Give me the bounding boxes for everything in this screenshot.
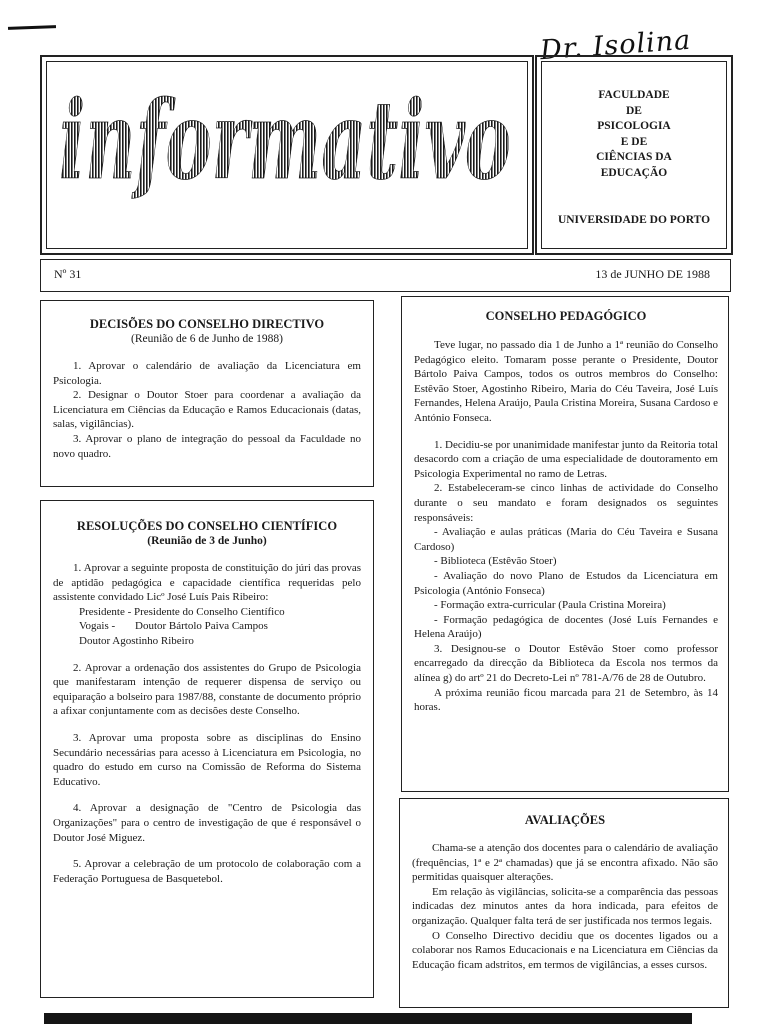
scan-bottom-edge (44, 1013, 692, 1024)
jury-vogal-2: Doutor Agostinho Ribeiro (79, 634, 194, 647)
jury-vogais-row (53, 619, 361, 634)
cientifico-item-4: 4. Aprovar a designação de "Centro de Psicologia das Organizações" para o centro de investigação de que é responsável o Doutor José Miguez. (53, 802, 361, 844)
pedagogico-section (401, 296, 729, 792)
cientifico-title: RESOLUÇÕES DO CONSELHO CIENTÍFICO (76, 519, 338, 533)
avaliacoes-para-3: O Conselho Directivo decidiu que os docentes ligados ou a colaborar nos Ramos Educacionais e na Licenciatura em Ciências da Educação ficam adstritos, em termos de vigilâncias, a esses cursos. (412, 929, 718, 971)
cientifico-section (40, 500, 374, 998)
informativo-logo (47, 62, 527, 248)
pedagogico-item-2: 2. Estabeleceram-se cinco linhas de actividade do Conselho durante o seu mandato e foram designados os seguintes responsáveis: (414, 482, 718, 524)
avaliacoes-title: AVALIAÇÕES (524, 813, 606, 827)
pedagogico-next-meeting: A próxima reunião ficou marcada para 21 de Setembro, às 14 horas. (414, 686, 718, 714)
cientifico-item-1: 1. Aprovar a seguinte proposta de constituição do júri das provas de aptidão pedagógica e capacidade científica requeridas pelo assistente convidado Licº José Luís Pais Ribeiro: (53, 562, 361, 604)
pedagogico-line: - Formação extra-curricular (Paula Cristina Moreira) (434, 599, 666, 612)
masthead (40, 55, 534, 255)
directivo-title: DECISÕES DO CONSELHO DIRECTIVO (89, 317, 325, 331)
cientifico-item-2: 2. Aprovar a ordenação dos assistentes do Grupo de Psicologia que manifestaram intenção de requerer dispensa de serviço ou equiparação a bolseiro para 1987/88, constante de documento próprio a afixar conjuntamente com as decisões deste Conselho. (53, 661, 361, 718)
issue-date: 13 de JUNHO DE 1988 (595, 267, 710, 281)
directivo-subtitle: (Reunião de 6 de Junho de 1988) (130, 333, 284, 345)
directivo-section (40, 300, 374, 487)
pedagogico-item-1: 1. Decidiu-se por unanimidade manifestar junto da Reitoria total desacordo com a criação de uma especialidade de doutoramento em Psicologia Experimental no ramo de Letras. (414, 438, 718, 480)
directivo-item-2: 2. Designar o Doutor Stoer para coordenar a avaliação da Licenciatura em Ciências da Educação e Ramos Educacionais (datas, salas, vigilâncias). (53, 389, 361, 431)
faculty-inner-frame (541, 61, 727, 249)
masthead-inner-frame (46, 61, 528, 249)
issue-number: Nº 31 (54, 267, 82, 281)
logo-wordmark: informativo (59, 78, 511, 204)
scan-mark (8, 25, 56, 30)
cientifico-subtitle: (Reunião de 3 de Junho) (147, 535, 267, 547)
avaliacoes-para-1: Chama-se a atenção dos docentes para o calendário de avaliação (frequências, 1ª e 2ª chamadas) que já se encontra afixado. Não são permitidas quaisquer alterações. (412, 842, 718, 884)
cientifico-item-5: 5. Aprovar a celebração de um protocolo de colaboração com a Federação Portuguesa de Basquetebol. (53, 858, 361, 885)
pedagogico-title: CONSELHO PEDAGÓGICO (485, 309, 647, 323)
pedagogico-line: - Avaliação do novo Plano de Estudos da Licenciatura em Psicologia (António Fonseca) (414, 569, 718, 597)
jury-vogal-1: Doutor Bártolo Paiva Campos (135, 620, 268, 633)
jury-presidente: Presidente - Presidente do Conselho Científico (79, 605, 285, 618)
jury-vogais-label: Vogais - (79, 620, 116, 633)
avaliacoes-section (399, 798, 729, 1008)
pedagogico-item-3: 3. Designou-se o Doutor Estêvão Stoer como professor encarregado da direcção da Biblioteca da Escola nos termos da alínea g) do artº 21 do Decreto-Lei nº 781-A/76 de 28 de Outubro. (414, 642, 718, 685)
university-name: UNIVERSIDADE DO PORTO (557, 214, 711, 226)
pedagogico-line: - Biblioteca (Estêvão Stoer) (434, 555, 557, 568)
pedagogico-intro: Teve lugar, no passado dia 1 de Junho a 1ª reunião do Conselho Pedagógico eleito. Tomaram posse perante o Presidente, Doutor Bártolo Paiva Campos, todos os outros membros do Conselho: Estêvão Stoer, Agostinho Ribeiro, Maria do Céu Taveira, José Luís Fernandes, Helena Araújo, Paula Cristina Moreira, Susana Cardoso e António Fonseca. (414, 339, 718, 424)
handwritten-note: Dr. Isolina (539, 24, 693, 67)
cientifico-item-3: 3. Aprovar uma proposta sobre as disciplinas do Ensino Secundário necessárias para acesso à Licenciatura em Psicologia, no quadro do estudo em curso na Comissão de Reforma do Sistema Educativo. (53, 731, 361, 788)
pedagogico-line: - Formação pedagógica de docentes (José Luís Fernandes e Helena Araújo) (414, 613, 718, 641)
faculty-box (535, 55, 733, 255)
directivo-item-3: 3. Aprovar o plano de integração do pessoal da Faculdade no novo quadro. (53, 432, 361, 460)
directivo-item-1: 1. Aprovar o calendário de avaliação da Licenciatura em Psicologia. (53, 360, 361, 387)
issue-bar (40, 259, 731, 292)
pedagogico-line: - Avaliação e aulas práticas (Maria do Céu Taveira e Susana Cardoso) (414, 526, 718, 553)
avaliacoes-para-2: Em relação às vigilâncias, solicita-se a comparência das pessoas indicadas dez minutos antes da hora indicada, para efeitos de organização. Qualquer falta terá de ser justificada nos termos legais. (412, 885, 718, 927)
faculty-name: FACULDADE DE PSICOLOGIA E DE CIÊNCIAS DA EDUCAÇÃO (596, 89, 672, 179)
